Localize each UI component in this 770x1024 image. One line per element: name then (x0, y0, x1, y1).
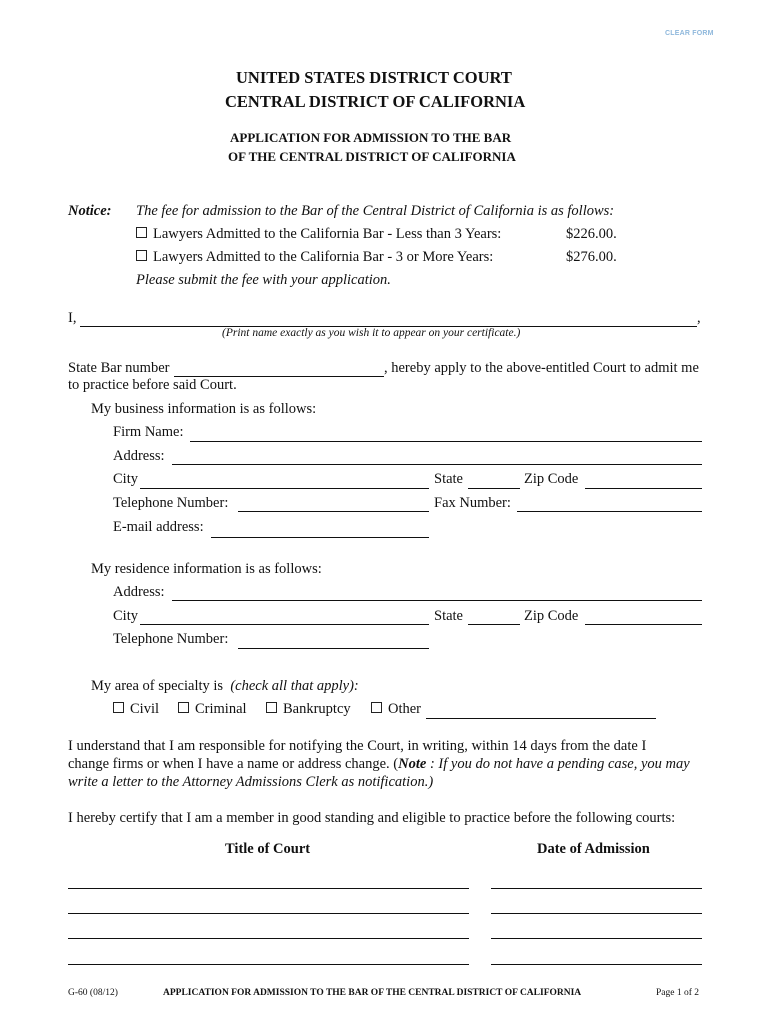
business-zip-label: Zip Code (524, 471, 579, 487)
title-of-court-header: Title of Court (225, 841, 311, 857)
residence-address-field[interactable] (172, 600, 702, 601)
other-label: Other (388, 701, 422, 717)
name-prefix: I, (68, 310, 77, 326)
understand-line2-italic: : If you do not have a pending case, you may (426, 756, 690, 772)
residence-state-field[interactable] (468, 624, 520, 625)
residence-phone-label: Telephone Number: (113, 631, 229, 647)
residence-phone-field[interactable] (238, 648, 429, 649)
residence-address-label: Address: (113, 584, 165, 600)
other-checkbox[interactable] (371, 702, 382, 713)
application-title-line1: APPLICATION FOR ADMISSION TO THE BAR (230, 130, 512, 145)
criminal-checkbox[interactable] (178, 702, 189, 713)
clear-form-button[interactable]: CLEAR FORM (665, 30, 714, 37)
business-fax-field[interactable] (517, 511, 702, 512)
specialty-hint: (check all that apply): (230, 678, 359, 694)
understand-line2 (68, 756, 690, 773)
bankruptcy-label: Bankruptcy (283, 701, 351, 717)
residence-heading: My residence information is as follows: (91, 561, 322, 577)
residence-zip-label: Zip Code (524, 608, 579, 624)
business-city-label: City (113, 471, 138, 487)
understand-line2-plain: change firms or when I have a name or address change. ( (68, 756, 399, 772)
page-number: Page 1 of 2 (656, 988, 700, 998)
name-suffix: , (697, 310, 701, 326)
form-code: G-60 (08/12) (68, 988, 118, 998)
firm-name-label: Firm Name: (113, 424, 184, 440)
understand-line3: write a letter to the Attorney Admissions Clerk as notification.) (68, 774, 434, 790)
residence-city-label: City (113, 608, 138, 624)
business-state-field[interactable] (468, 488, 520, 489)
civil-checkbox[interactable] (113, 702, 124, 713)
fee-less-than-3-amount: $226.00. (566, 226, 617, 242)
specialty-civil[interactable] (113, 701, 159, 718)
court-title-field-2[interactable] (68, 913, 469, 914)
understand-line1: I understand that I am responsible for notifying the Court, in writing, within 14 days from the date I (68, 738, 647, 754)
specialty-criminal[interactable] (178, 701, 247, 718)
submit-fee-note: Please submit the fee with your application. (136, 272, 391, 288)
email-field[interactable] (211, 537, 429, 538)
bankruptcy-checkbox[interactable] (266, 702, 277, 713)
residence-city-field[interactable] (140, 624, 429, 625)
fee-3-or-more-amount: $276.00. (566, 249, 617, 265)
court-title-line2: CENTRAL DISTRICT OF CALIFORNIA (225, 92, 526, 111)
fee-3-or-more-checkbox[interactable] (136, 250, 147, 261)
business-phone-field[interactable] (238, 511, 429, 512)
business-address-label: Address: (113, 448, 165, 464)
business-phone-label: Telephone Number: (113, 495, 229, 511)
residence-zip-field[interactable] (585, 624, 702, 625)
application-title-line2: OF THE CENTRAL DISTRICT OF CALIFORNIA (228, 149, 516, 164)
fee-less-than-3-label: Lawyers Admitted to the California Bar - Less than 3 Years: (153, 226, 502, 242)
certify-statement: I hereby certify that I am a member in good standing and eligible to practice before the following courts: (68, 810, 676, 826)
date-of-admission-header: Date of Admission (537, 841, 650, 857)
business-city-field[interactable] (140, 488, 429, 489)
fee-option-less-than-3 (136, 226, 501, 243)
business-state-label: State (434, 471, 463, 487)
admission-date-field-1[interactable] (491, 888, 702, 889)
state-bar-label: State Bar number (68, 360, 170, 376)
other-specialty-field[interactable] (426, 718, 656, 719)
business-zip-field[interactable] (585, 488, 702, 489)
footer-title: APPLICATION FOR ADMISSION TO THE BAR OF THE CENTRAL DISTRICT OF CALIFORNIA (163, 988, 582, 998)
name-caption: (Print name exactly as you wish it to appear on your certificate.) (222, 327, 521, 339)
notice-intro: The fee for admission to the Bar of the Central District of California is as follows: (136, 203, 615, 219)
admission-date-field-2[interactable] (491, 913, 702, 914)
fee-3-or-more-label: Lawyers Admitted to the California Bar - 3 or More Years: (153, 249, 494, 265)
business-heading: My business information is as follows: (91, 401, 317, 417)
criminal-label: Criminal (195, 701, 247, 717)
court-title-field-3[interactable] (68, 938, 469, 939)
specialty-bankruptcy[interactable] (266, 701, 351, 718)
specialty-label-row (91, 678, 359, 695)
court-title-line1: UNITED STATES DISTRICT COURT (236, 68, 512, 87)
note-label: Note (398, 756, 427, 772)
fee-less-than-3-checkbox[interactable] (136, 227, 147, 238)
specialty-label: My area of specialty is (91, 678, 224, 694)
email-label: E-mail address: (113, 519, 204, 535)
state-bar-apply-text: , hereby apply to the above-entitled Court to admit me (384, 360, 699, 376)
court-title-field-1[interactable] (68, 888, 469, 889)
admission-date-field-4[interactable] (491, 964, 702, 965)
civil-label: Civil (130, 701, 160, 717)
residence-state-label: State (434, 608, 463, 624)
admission-date-field-3[interactable] (491, 938, 702, 939)
business-address-field[interactable] (172, 464, 702, 465)
notice-label: Notice: (68, 203, 112, 219)
state-bar-line2: to practice before said Court. (68, 377, 237, 393)
court-title-field-4[interactable] (68, 964, 469, 965)
specialty-other[interactable] (371, 701, 421, 718)
firm-name-field[interactable] (190, 441, 702, 442)
fee-option-3-or-more (136, 249, 493, 266)
business-fax-label: Fax Number: (434, 495, 511, 511)
